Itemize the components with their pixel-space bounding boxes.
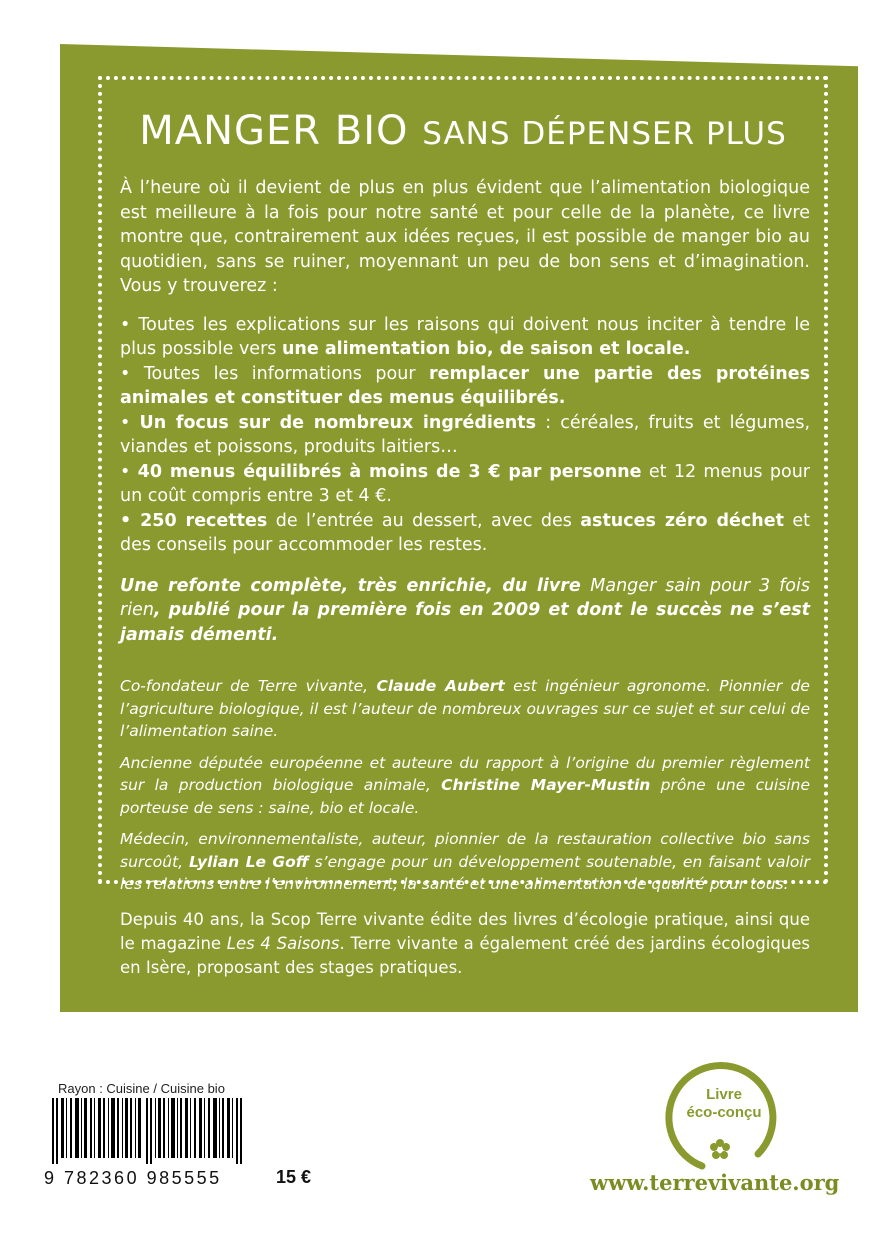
barcode (44, 1098, 260, 1164)
isbn-number: 9 782360 985555 (44, 1168, 222, 1188)
author-bio: Co-fondateur de Terre vivante, Claude Aubert est ingénieur agronome. Pionnier de l’agriculture biologique, il est l’auteur de nombreux ouvrages sur ce sujet et sur celui de l’alimentation saine. (120, 677, 810, 740)
author-name: Claude Aubert (376, 677, 505, 695)
bullet-item: • Un focus sur de nombreux ingrédients : céréales, fruits et légumes, viandes et poissons, produits laitiers… (120, 412, 811, 457)
bullet-item: • 40 menus équilibrés à moins de 3 € par personne et 12 menus pour un coût compris entre 3 et 4 €. (120, 461, 810, 506)
description (120, 176, 810, 905)
logo-line-1: Livre (706, 1086, 742, 1103)
publisher-text: Depuis 40 ans, la Scop Terre vivante édite des livres d’écologie pratique, ainsi que le magazine Les 4 Saisons. Terre vivante a également créé des jardins écologiques en Isère, proposant des stages pratiques. (120, 910, 810, 977)
author-name: Christine Mayer-Mustin (441, 776, 651, 794)
flower-icon (710, 1139, 730, 1159)
title-rest: SANS DÉPENSER PLUS (422, 116, 787, 152)
bullet-item: • 250 recettes de l’entrée au dessert, avec des astuces zéro déchet et des conseils pour accommoder les restes. (120, 510, 810, 555)
book-title (98, 108, 828, 154)
emphasis-text: Une refonte complète, très enrichie, du livre Manger sain pour 3 fois rien, publié pour la première fois en 2009 et dont le succès ne s’est jamais démenti. (120, 575, 810, 645)
intro-text: À l’heure où il devient de plus en plus évident que l’alimentation biologique est meilleure à la fois pour notre santé et pour celle de la planète, ce livre montre que, contrairement aux idées reçues, il est possible de manger bio au quotidien, sans se ruiner, moyennant un peu de bon sens et d’imagination. Vous y trouverez : (120, 178, 810, 296)
book-reference: Manger sain pour 3 fois rien (120, 575, 810, 620)
author-bio: Ancienne députée européenne et auteure du rapport à l’origine du premier règlement sur la production biologique animale, Christine Mayer-Mustin prône une cuisine porteuse de sens : saine, bio et locale. (120, 753, 810, 817)
author-name: Lylian Le Goff (189, 852, 309, 871)
title-main: MANGER BIO (139, 108, 409, 154)
bullet-item: • Toutes les explications sur les raisons qui doivent nous inciter à tendre le plus possible vers une alimentation bio, de saison et locale. (120, 314, 810, 359)
author-bio: Médecin, environnementaliste, auteur, pionnier de la restauration collective bio sans surcoût, Lylian Le Goff s’engage pour un développement soutenable, en faisant valoir les relations entre l’environnement, la santé et une alimentation de qualité pour tous. (120, 830, 810, 893)
authors-section (120, 675, 810, 896)
magazine-title: Les 4 Saisons (226, 934, 340, 953)
bullet-item: • Toutes les informations pour remplacer une partie des protéines animales et constituer des menus équilibrés. (120, 363, 810, 408)
website-url[interactable]: www.terrevivante.org (590, 1170, 840, 1195)
logo-line-2: éco-conçu (686, 1104, 762, 1121)
price: 15 € (276, 1167, 312, 1187)
category-label: Rayon : Cuisine / Cuisine bio (58, 1081, 225, 1096)
